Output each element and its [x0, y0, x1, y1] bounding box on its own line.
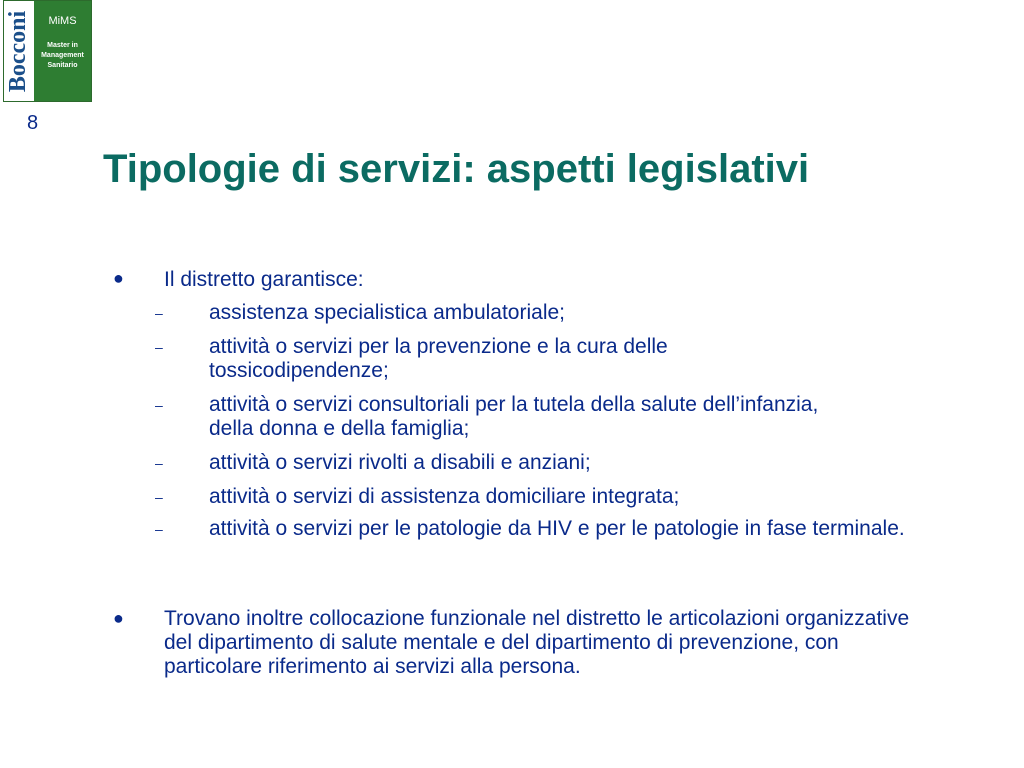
logo-subtitle-1: Master in — [47, 42, 78, 49]
logo-program-name: MiMS — [48, 15, 77, 27]
bullet-text: Trovano inoltre collocazione funzionale nel distretto le articolazioni organizzative del dipartimento di salute mentale e del dipartimento di prevenzione, con particolare riferimento ai servizi alla persona. — [164, 607, 910, 678]
sub-bullet-text: attività o servizi consultoriali per la tutela della salute dell’infanzia, della donna e della famiglia; — [209, 393, 819, 440]
bullet-icon: ● — [113, 268, 124, 288]
sub-bullet-text: assistenza specialistica ambulatoriale; — [209, 301, 566, 324]
bullet-icon: ● — [113, 608, 124, 628]
dash-icon: – — [155, 489, 163, 505]
sub-bullet-text: attività o servizi per le patologie da HIV e per le patologie in fase terminale. — [209, 517, 905, 540]
slide-number: 8 — [27, 112, 39, 134]
bocconi-mims-logo — [3, 0, 92, 102]
logo-subtitle-3: Sanitario — [47, 62, 78, 69]
dash-icon: – — [155, 305, 163, 321]
dash-icon: – — [155, 339, 163, 355]
logo-subtitle-2: Management — [41, 52, 84, 59]
dash-icon: – — [155, 455, 163, 471]
dash-icon: – — [155, 521, 163, 537]
logo-program-panel — [34, 1, 91, 101]
logo-wordmark-panel — [4, 1, 34, 101]
sub-bullet-text: attività o servizi rivolti a disabili e anziani; — [209, 451, 591, 474]
logo-wordmark: Bocconi — [5, 10, 32, 92]
dash-icon: – — [155, 397, 163, 413]
slide-title: Tipologie di servizi: aspetti legislativi — [103, 147, 810, 191]
sub-bullet-text: attività o servizi per la prevenzione e la cura delle tossicodipendenze; — [209, 335, 668, 382]
bullet-text: Il distretto garantisce: — [164, 268, 364, 291]
sub-bullet-text: attività o servizi di assistenza domiciliare integrata; — [209, 485, 680, 508]
